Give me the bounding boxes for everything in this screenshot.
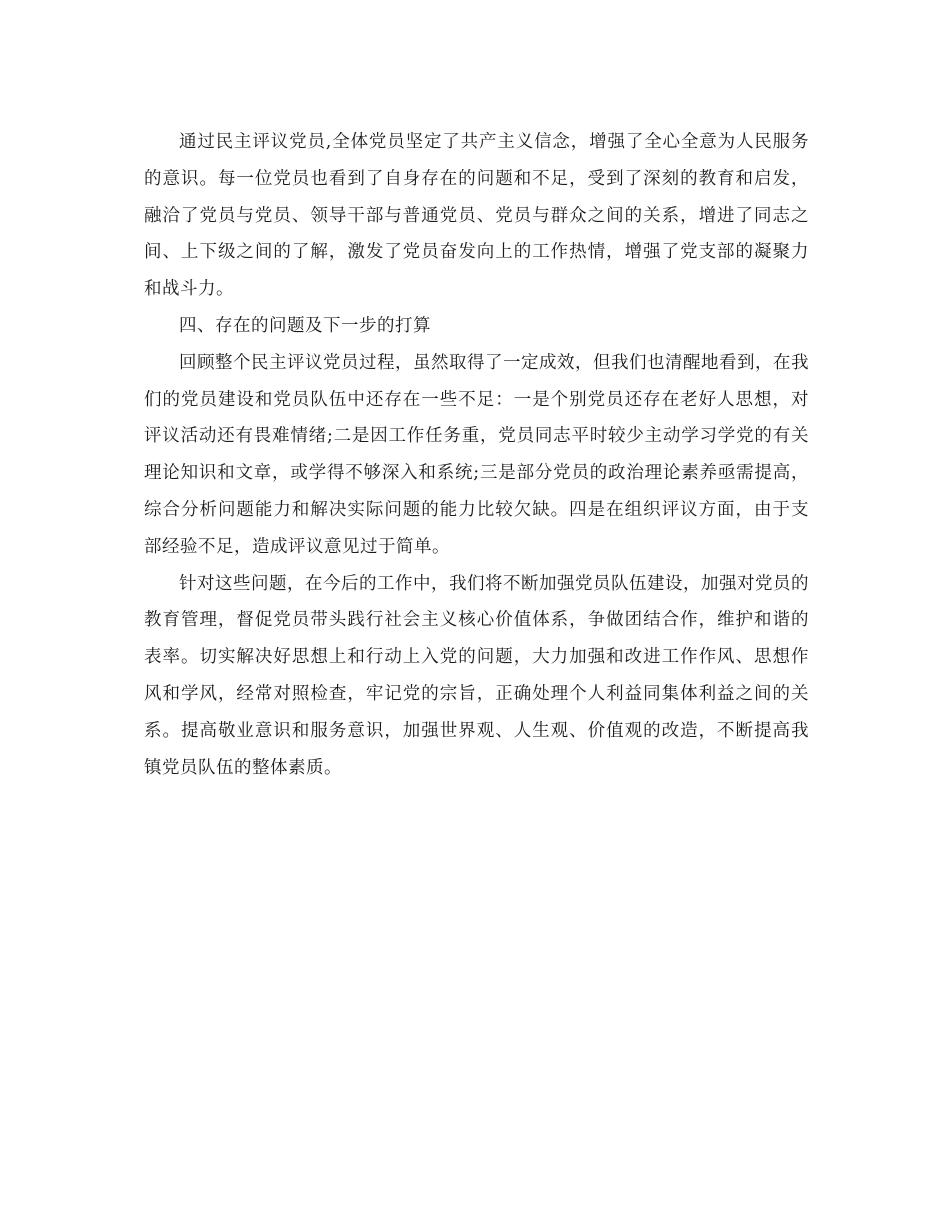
paragraph-next-steps: 针对这些问题，在今后的工作中，我们将不断加强党员队伍建设，加强对党员的教育管理，督促党员带头践行社会主义核心价值体系，争做团结合作，维护和谐的表率。切实解决好思想上和行动上入党的问题，大力加强和改进工作作风、思想作风和学风，经常对照检查，牢记党的宗旨，正确处理个人利益同集体利益之间的关系。提高敬业意识和服务意识，加强世界观、人生观、价值观的改造，不断提高我镇党员队伍的整体素质。 <box>144 573 809 778</box>
document-body <box>144 124 809 786</box>
paragraph-democratic-review-results: 通过民主评议党员,全体党员坚定了共产主义信念，增强了全心全意为人民服务的意识。每一位党员也看到了自身存在的问题和不足，受到了深刻的教育和启发，融洽了党员与党员、领导干部与普通党员、党员与群众之间的关系，增进了同志之间、上下级之间的了解，激发了党员奋发向上的工作热情，增强了党支部的凝聚力和战斗力。 <box>144 132 809 300</box>
section-heading-problems-and-plans: 四、存在的问题及下一步的打算 <box>179 315 431 336</box>
paragraph-existing-problems: 回顾整个民主评议党员过程，虽然取得了一定成效，但我们也清醒地看到，在我们的党员建设和党员队伍中还存在一些不足：一是个别党员还存在老好人思想，对评议活动还有畏难情绪;二是因工作任务重，党员同志平时较少主动学习学党的有关理论知识和文章，或学得不够深入和系统;三是部分党员的政治理论素养亟需提高，综合分析问题能力和解决实际问题的能力比较欠缺。四是在组织评议方面，由于支部经验不足，造成评议意见过于简单。 <box>144 352 809 557</box>
